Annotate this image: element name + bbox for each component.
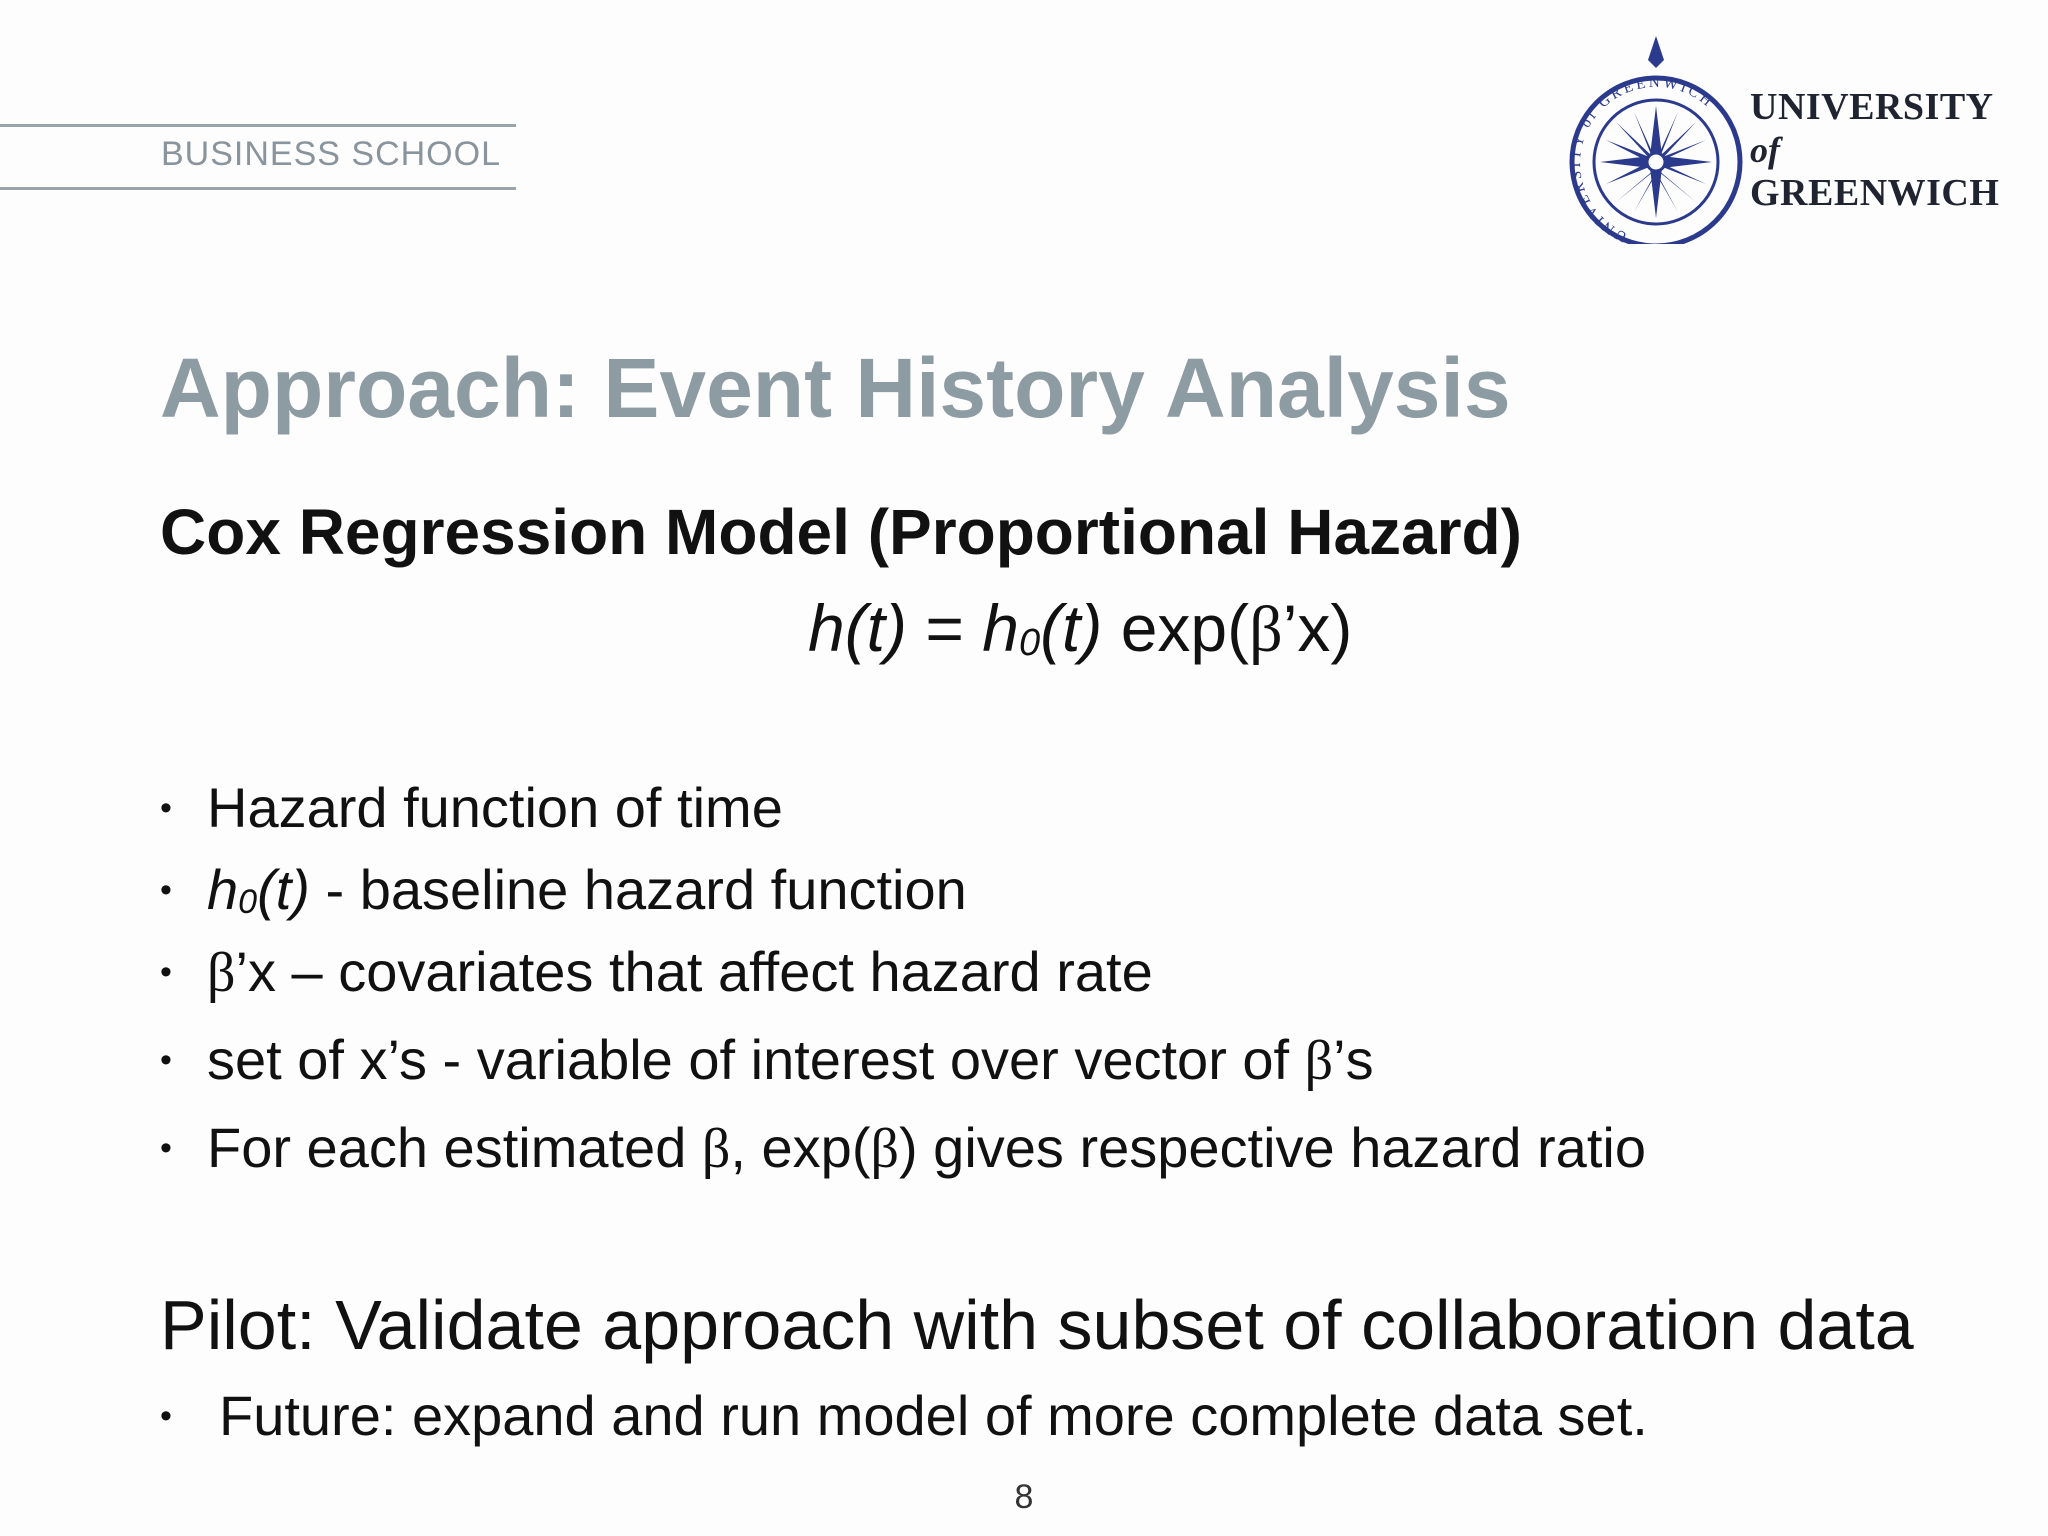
bullet-dot: • — [160, 953, 172, 991]
formula-sub: 0 — [1018, 622, 1041, 664]
bullet-text — [207, 852, 967, 940]
university-logo — [1566, 34, 2002, 244]
university-name — [1750, 88, 1999, 212]
bullet-mid: , exp( — [730, 1116, 871, 1179]
business-school-banner — [0, 124, 516, 190]
bullet-pre: For each estimated — [207, 1116, 702, 1179]
bullet-h: h — [207, 858, 239, 921]
bullet-text: Hazard function of time — [207, 776, 783, 839]
cox-formula — [808, 590, 1352, 668]
bullet-dot: • — [160, 1041, 172, 1079]
bullet-text — [207, 934, 1153, 1011]
bullet-dot: • — [160, 1129, 172, 1167]
pilot-heading: Pilot: Validate approach with subset of collaboration data — [160, 1286, 1914, 1364]
bullet-post: ’s — [1333, 1028, 1374, 1091]
formula-t: (t) — [1040, 591, 1103, 665]
business-school-label: BUSINESS SCHOOL — [161, 135, 501, 173]
bullet-beta: β — [207, 942, 236, 1004]
logo-line-greenwich: GREENWICH — [1750, 172, 2000, 214]
logo-line-university: UNIVERSITY — [1750, 86, 1994, 128]
formula-exp: exp( — [1102, 591, 1250, 665]
future-text: Future: expand and run model of more complete data set. — [219, 1384, 1648, 1447]
bullet-beta: β — [1304, 1030, 1334, 1092]
bullet-dot: • — [160, 789, 172, 827]
bullet-text — [207, 1110, 1646, 1187]
bullet-rest: - baseline hazard function — [309, 858, 967, 921]
formula-beta: β — [1249, 593, 1283, 666]
formula-lhs: h(t) — [808, 591, 907, 665]
slide-title: Approach: Event History Analysis — [160, 341, 1511, 435]
bullet-sub: 0 — [238, 883, 258, 921]
bullet-pre: set of x’s - variable of interest over vector of — [207, 1028, 1305, 1091]
svg-text:UNIVERSITY of GREENWICH: UNIVERSITY of GREENWICH — [1567, 74, 1717, 244]
bullet-rest: ’x – covariates that affect hazard rate — [235, 940, 1153, 1003]
bullet-post: ) gives respective hazard ratio — [898, 1116, 1646, 1179]
bullet-dot: • — [160, 871, 172, 909]
formula-tail: ’x) — [1282, 591, 1353, 665]
bullet-t: (t) — [257, 858, 310, 921]
slide-subtitle: Cox Regression Model (Proportional Hazard) — [160, 496, 1522, 568]
logo-line-of: of — [1750, 130, 1780, 170]
formula-equals: = — [907, 591, 983, 665]
bullet-beta: β — [701, 1118, 731, 1180]
formula-h: h — [982, 591, 1019, 665]
compass-seal-icon — [1566, 34, 1746, 244]
bullet-beta: β — [870, 1118, 899, 1180]
bullet-dot: • — [160, 1397, 172, 1435]
bullet-text — [207, 1022, 1374, 1099]
page-number: 8 — [1014, 1478, 1034, 1516]
